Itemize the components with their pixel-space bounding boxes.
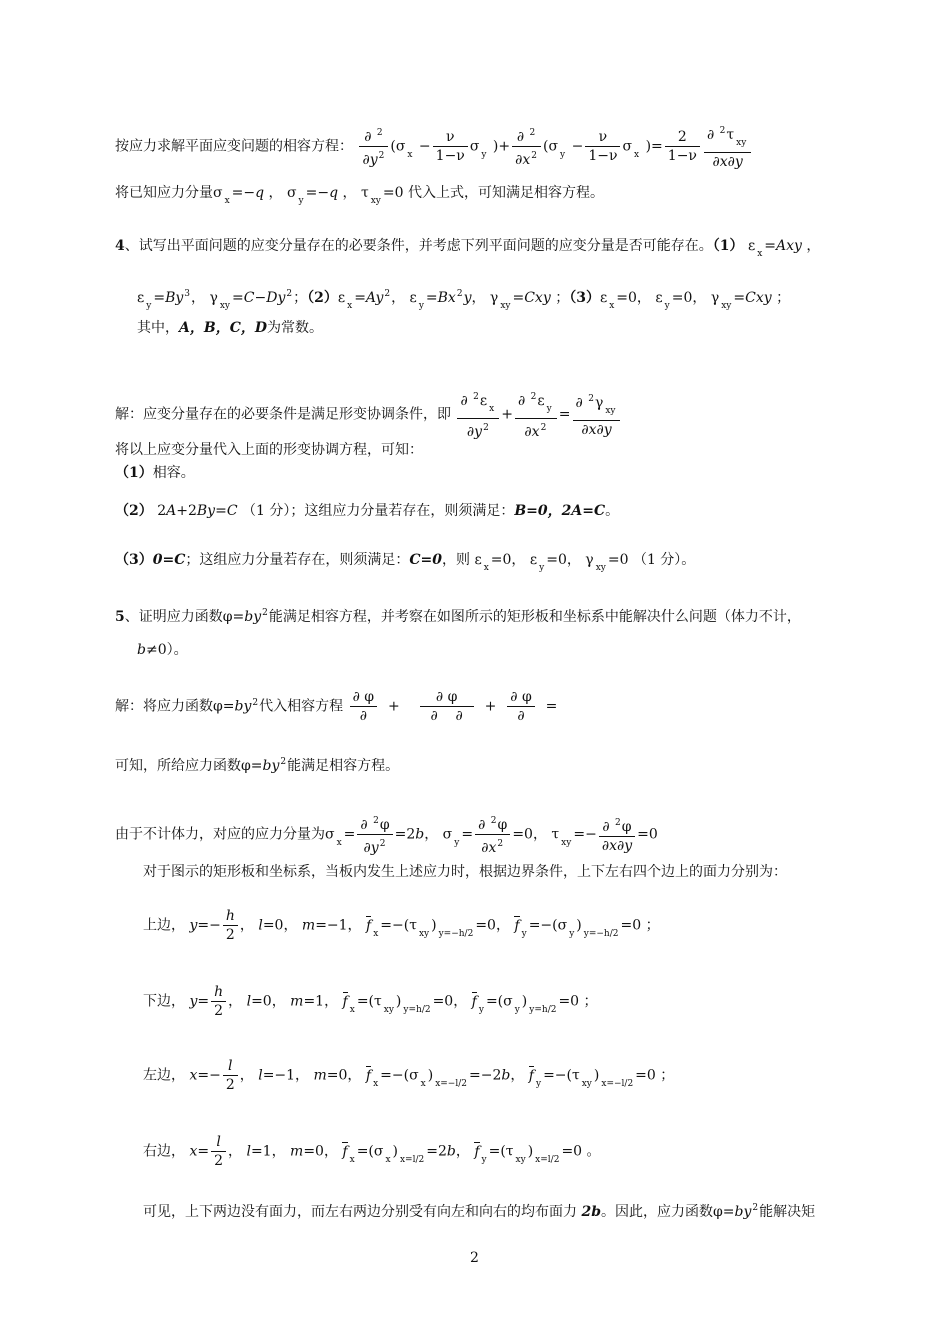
edge-bottom-label: 下边， xyxy=(143,993,185,1010)
conclusion-line: 可见，上下两边没有面力，而左右两边分别受有向左和向右的均布面力 2b。因此，应力函数$\varphi=by^2$能解决矩 xyxy=(143,1203,816,1220)
conclusion-mid: 。因此，应力函数 xyxy=(600,1204,713,1220)
r3-cond: C=0 xyxy=(409,552,442,568)
edge-left-line: 左边， x=− $\frac{l}{2}$ ， l=−1， m=0， f $_x$ =−(σ $_x$ ) $_{x=-l/2}$ =−2b， f $_y$ =−(τ $_{xy}$ ) $_{x=-l/2}$ =0 ； xyxy=(143,1058,675,1093)
q4-cases-line: ε $_y =By^3$， γ $_{xy} =C-Dy^2$；（2）ε $_x =Ay^2$， ε $_y =Bx^2y$， γ $_{xy}$ =Cxy ；（3）ε $_x$ =0， ε $_y$ =0， γ $_{xy}$ =Cxy ； xyxy=(137,289,791,311)
boundary-intro: 对于图示的矩形板和坐标系，当板内发生上述应力时，根据边界条件，上下左右四个边上的面力分别为： xyxy=(143,864,787,880)
r3-label: （3） xyxy=(115,552,153,568)
conclusion-post: 能解决矩 xyxy=(759,1204,816,1220)
q4-consts-post: 为常数。 xyxy=(266,320,323,336)
conclusion-pre: 可见，上下两边没有面力，而左右两边分别受有向左和向右的均布面力 xyxy=(143,1204,577,1220)
q4-case1: （1） xyxy=(712,238,744,254)
edge-top-label: 上边， xyxy=(143,917,185,934)
r1-text: 相容。 xyxy=(152,465,195,481)
q4-number: 4 xyxy=(115,238,125,254)
edge-bottom-line: 下边， y= $\frac{h}{2}$ ， l=0， m=1， f $_x$ =(τ $_{xy}$ ) $_{y=h/2}$ =0， f $_y$ =(σ $_y$ ) $_{y=h/2}$ =0 ； xyxy=(143,984,598,1019)
question-5: 5、证明应力函数$\varphi=by^2$能满足相容方程，并考察在如图所示的矩形板和坐标系中能解决什么问题（体力不计， xyxy=(115,608,801,625)
substitute-pre: 将已知应力分量 xyxy=(115,185,213,201)
r3-score: （1 分）。 xyxy=(632,552,696,568)
q4-consts-line xyxy=(137,318,323,338)
q4-consts-pre: 其中， xyxy=(137,320,179,336)
stress-components-line: 由于不计体力，对应的应力分量为σ $_x$ = $\frac{\partial ^2\varphi}{\partial y^2}$ =2b， σ $_y$ = $\frac{\partial ^2\varphi}{\partial x^2}$ =0， τ $_{xy}$ =− $\frac{\partial ^2\varphi}{\partial x\partial y}$ =0 xyxy=(115,812,658,857)
q5-sol-pre: 解：将应力函数 xyxy=(115,698,213,715)
r2-mid: （1 分）；这组应力分量若存在，则须满足： xyxy=(241,503,515,519)
edge-right-label: 右边， xyxy=(143,1143,185,1160)
sub-into-line: 将以上应变分量代入上面的形变协调方程，可知： xyxy=(115,442,423,458)
edge-top-line: 上边， y=− $\frac{h}{2}$ ， l=0， m=−1， f $_x$ =−(τ $_{xy}$ ) $_{y=-h/2}$ =0， f $_y$ =−(σ $_y$ ) $_{y=-h/2}$ =0 ； xyxy=(143,908,660,943)
q4-consts: A，B，C，D xyxy=(179,320,267,336)
compat-intro: 按应力求解平面应变问题的相容方程： xyxy=(115,138,353,155)
page-number: 2 xyxy=(470,1250,479,1266)
q5-number: 5 xyxy=(115,609,125,625)
edge-left-label: 左边， xyxy=(143,1067,185,1084)
q5-cond-end: ）。 xyxy=(166,642,188,658)
q5-cond-line: b≠0）。 xyxy=(137,642,188,658)
q5-conclusion-line: 可知，所给应力函数$\varphi=by^2$能满足相容方程。 xyxy=(115,757,400,774)
conclusion-val: 2b xyxy=(581,1204,601,1220)
substitute-line: 将已知应力分量σ $_x$ =−q ， σ $_y$ =−q ， τ $_{xy}$ =0 代入上式，可知满足相容方程。 xyxy=(115,185,604,206)
q5-pre: 、证明应力函数 xyxy=(124,609,223,625)
r2-label: （2） xyxy=(115,503,153,519)
q4-case2: （2） xyxy=(307,290,338,306)
q5-conclusion-pre: 可知，所给应力函数 xyxy=(115,758,241,774)
result-3: （3）0=C；这组应力分量若存在，则须满足：C=0，则 ε $_x$ =0， ε $_y$ =0， γ $_{xy}$ =0 （1 分）。 xyxy=(115,552,696,573)
sol-pre: 解：应变分量存在的必要条件是满足形变协调条件，即 xyxy=(115,406,451,423)
result-1 xyxy=(115,463,195,483)
q4-text: 、试写出平面问题的应变分量存在的必要条件，并考虑下列平面问题的应变分量是否可能存在。 xyxy=(124,238,713,254)
compat-equation-line: 按应力求解平面应变问题的相容方程： $\frac{\partial ^2}{\partial y^2}$ (σ $_x$ − $\frac{\nu}{1-\nu}$ σ $_y$ )+ $\frac{\partial ^2}{\partial x^2}$ (σ $_y$ − $\frac{\nu}{1-\nu}$ σ $_x$ )= $\frac{2}{1-\nu}$ $\frac{\partial ^2\tau _{xy}}{\partial x\partial y}$ xyxy=(115,122,753,171)
r1-label: （1） xyxy=(115,465,153,481)
solution-4-line: 解：应变分量存在的必要条件是满足形变协调条件，即 $\frac{\partial ^2\varepsilon _x}{\partial y^2}$ + $\frac{\partial ^2\varepsilon _y}{\partial x^2}$ = $\frac{\partial ^2\gamma _{xy}}{\partial x\partial y}$ xyxy=(115,388,622,441)
r3-cond0: 0=C xyxy=(152,552,186,568)
r3-then: ，则 xyxy=(442,552,470,568)
q5-sol-post: 代入相容方程 xyxy=(259,698,344,715)
r2-end: 。 xyxy=(605,503,620,519)
r2-cond: B=0，2A=C xyxy=(514,503,606,519)
q5-solution-line: 解：将应力函数$\varphi=by^2$代入相容方程 $\frac{\partial \varphi}{\partial}$ + $\frac{\partial \varphi}{\partial \partial}$ + $\frac{\partial \varphi}{\partial}$ = xyxy=(115,689,558,724)
stress-pre: 由于不计体力，对应的应力分量为 xyxy=(115,826,325,843)
q5-text: 能满足相容方程，并考察在如图所示的矩形板和坐标系中能解决什么问题（体力不计， xyxy=(268,609,801,625)
question-4: 4、试写出平面问题的应变分量存在的必要条件，并考虑下列平面问题的应变分量是否可能存在。（1） ε $_x$ =Axy ， xyxy=(115,238,821,259)
math-frac: $\frac{\partial ^2}{\partial y^2}$ xyxy=(359,124,388,169)
result-2: （2） 2A+2By=C （1 分）；这组应力分量若存在，则须满足：B=0，2A=C。 xyxy=(115,503,620,519)
q4-case3: （3） xyxy=(569,290,600,306)
edge-right-line: 右边， x= $\frac{l}{2}$ ， l=1， m=0， f $_x$ =(σ $_x$ ) $_{x=l/2}$ =2b， f $_y$ =(τ $_{xy}$ ) $_{x=l/2}$ =0 。 xyxy=(143,1134,601,1169)
substitute-post: 代入上式，可知满足相容方程。 xyxy=(408,185,604,201)
r3-mid: ；这组应力分量若存在，则须满足： xyxy=(185,552,410,568)
q5-conclusion-post: 能满足相容方程。 xyxy=(287,758,400,774)
